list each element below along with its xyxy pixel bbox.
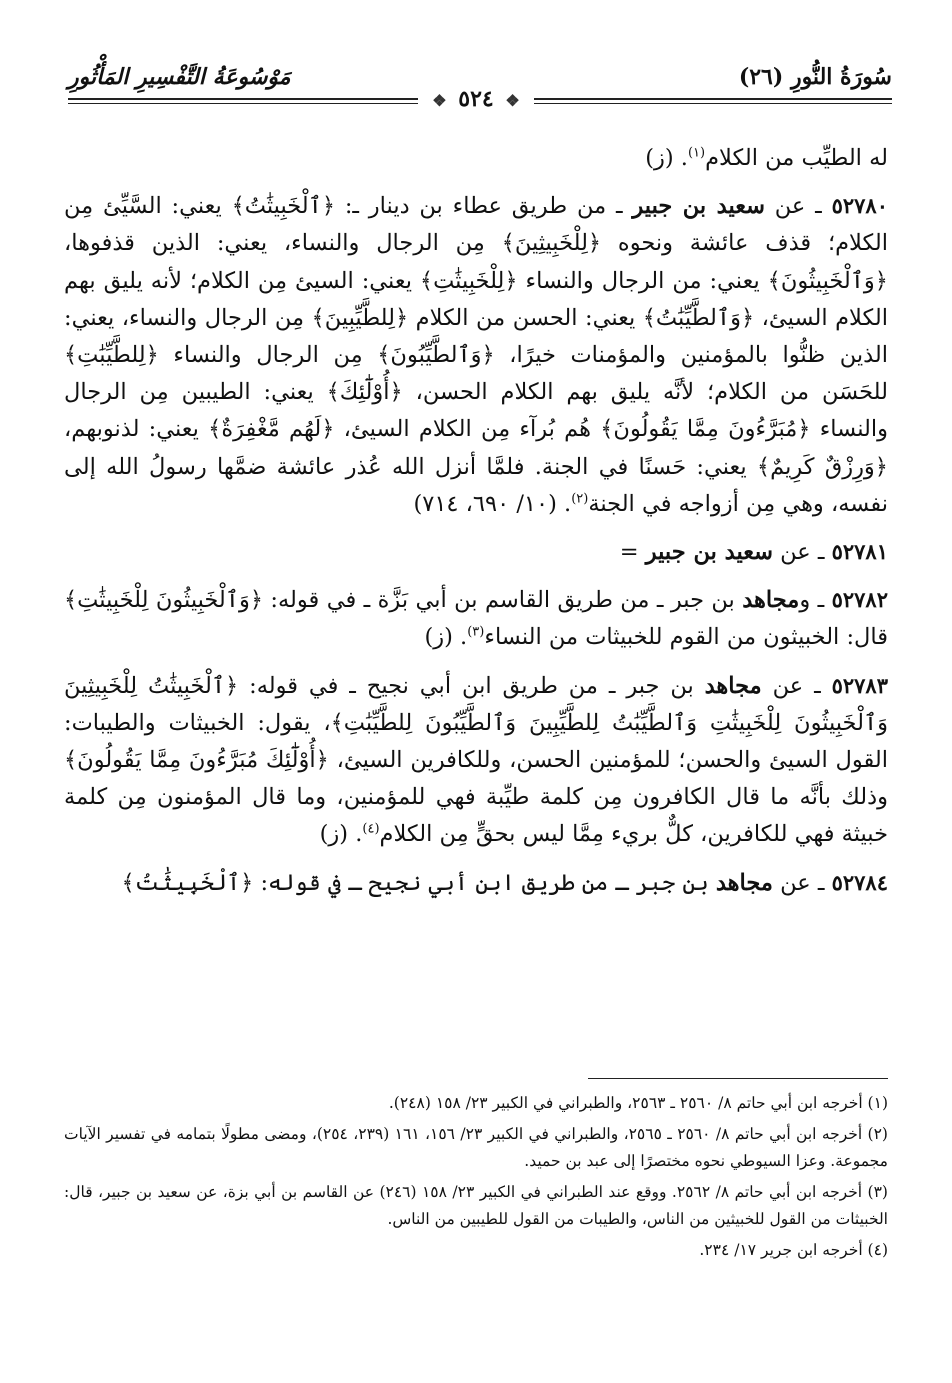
ornament-icon: ❖ [505, 91, 520, 110]
paragraph [64, 581, 888, 656]
footnote-ref: (٣) [467, 624, 485, 640]
paragraph-prefix: ـ عن [764, 193, 832, 220]
paragraph-text: له الطيِّب من الكلام [705, 145, 888, 171]
page-number-wrap [0, 86, 952, 112]
hadith-number: ٥٢٧٨٢ [831, 587, 888, 613]
surah-title: سُورَةُ النُّورِ (٢٦) [738, 64, 892, 90]
footnote: (٣) أخرجه ابن أبي حاتم ٨/ ٢٥٦٢. ووقع عند الطبراني في الكبير ٢٣/ ١٥٨ (٢٤٦) عن القاسم بن أبي بزة، عن سعيد بن جبير، قال: الخبيثات من القول للخبيثين من الناس، والطيبات من القول للطيبين من الناس. [64, 1183, 888, 1228]
paragraph-prefix: ـ عن [761, 672, 832, 699]
paragraph-tail: . (١٠/ ٦٩٠، ٧١٤) [413, 490, 572, 517]
paragraph-tail: . (ز) [424, 624, 468, 651]
footnote-ref: (٤) [362, 821, 380, 837]
book-title: مَوْسُوعَةُ التَّفْسِيرِ المَأْثُورِ [68, 64, 291, 90]
footnote: (٢) أخرجه ابن أبي حاتم ٨/ ٢٥٦٠ ـ ٢٥٦٥، والطبراني في الكبير ٢٣/ ١٥٦، ١٦١ (٢٣٩، ٢٥٤)، ومضى مطولًا بتمامه في تفسير الآيات مجموعة. وعزا السيوطي نحوه مختصرًا إلى عبد بن حميد. [64, 1125, 888, 1170]
paragraph-text: ـ من طريق عطاء بن دينار ـ: ﴿ٱلْخَبِيثَٰتُ﴾ يعني: السَّيِّئ مِن الكلام؛ قذف عائشة ونحوه ﴿لِلْخَبِيثِينَ﴾ مِن الرجال والنساء، يعني: الذين قذفوها، ﴿وَٱلْخَبِيثُونَ﴾ يعني: من الرجال والنساء ﴿لِلْخَبِيثَٰتِ﴾ يعني: السيئ مِن الكلام؛ لأنه يليق بهم الكلام السيئ، ﴿وَٱلطَّيِّبَٰتُ﴾ يعني: الحسن من الكلام ﴿لِلطَّيِّبِينَ﴾ مِن الرجال والنساء، يعني: الذين ظنُّوا بالمؤمنين والمؤمنات خيرًا، ﴿وَٱلطَّيِّبُونَ﴾ مِن الرجال والنساء ﴿لِلطَّيِّبَٰتِ﴾ للحَسَن من الكلام؛ لأنَّه يليق بهم الكلام الحسن، ﴿أُوْلَٰٓئِكَ﴾ يعني: الطيبين مِن الرجال والنساء ﴿مُبَرَّءُونَ مِمَّا يَقُولُونَ﴾ هُم بُرآء مِن الكلام السيئ، ﴿لَهُم مَّغْفِرَةٌ﴾ يعني: لذنوبهم، ﴿وَرِزْقٌ كَرِيمٌ﴾ يعني: حَسنًا في الجنة. فلمَّا أنزل الله عُذر عائشة ضمَّها رسولُ الله إلى نفسه، وهي مِن أزواجه في الجنة [64, 193, 888, 517]
paragraph-text: بن جبر ـ من طريق القاسم بن أبي بَزَّة ـ في قوله: ﴿وَٱلْخَبِيثُونَ لِلْخَبِيثَٰتِ﴾ قال: الخبيثون من القوم للخبيثات من النساء [64, 587, 888, 651]
paragraph [64, 140, 888, 177]
footnote-ref: (١) [687, 145, 706, 161]
hadith-number: ٥٢٧٨١ [831, 539, 888, 565]
narrator-name: سعيد بن جبير [645, 539, 773, 566]
paragraph-prefix: ـ و [799, 587, 832, 614]
footnote: (١) أخرجه ابن أبي حاتم ٨/ ٢٥٦٠ ـ ٢٥٦٣، والطبراني في الكبير ٢٣/ ١٥٨ (٢٤٨). [388, 1094, 888, 1112]
paragraph-tail: . (ز) [319, 821, 363, 848]
ornament-icon: ❖ [432, 91, 447, 110]
narrator-name: مجاهد [742, 587, 800, 614]
hadith-number: ٥٢٧٨٣ [831, 672, 888, 698]
paragraph-prefix: ـ عن [772, 539, 832, 566]
paragraph-text: = [619, 539, 646, 566]
paragraph-text: بن جبر ـ من طريق ابن أبي نجيح ـ في قوله: ﴿ٱلْخَبِيثَٰتُ﴾ [121, 869, 716, 896]
hadith-number: ٥٢٧٨٤ [831, 869, 888, 895]
footnote-ref: (٢) [571, 491, 589, 507]
narrator-name: سعيد بن جبير [632, 193, 765, 220]
page-number [418, 86, 533, 112]
hadith-number: ٥٢٧٨٠ [831, 193, 888, 219]
footnotes [64, 1090, 888, 1268]
page-number-text: ٥٢٤ [458, 86, 494, 112]
footnote-rule [588, 1078, 888, 1079]
paragraph-prefix: ـ عن [772, 869, 832, 896]
narrator-name: مجاهد [715, 869, 773, 896]
main-text [64, 140, 888, 912]
paragraph [64, 864, 888, 902]
footnote: (٤) أخرجه ابن جرير ١٧/ ٢٣٤. [699, 1241, 888, 1259]
paragraph-text: بن جبر ـ من طريق ابن أبي نجيح ـ في قوله: ﴿ٱلْخَبِيثَٰتُ لِلْخَبِيثِينَ وَٱلْخَبِيثُونَ لِلْخَبِيثَٰتِ وَٱلطَّيِّبَٰتُ لِلطَّيِّبِينَ وَٱلطَّيِّبُونَ لِلطَّيِّبَٰتِ﴾، يقول: الخبيثات والطيبات: القول السيئ والحسن؛ للمؤمنين الحسن، وللكافرين السيئ، ﴿أُوْلَٰٓئِكَ مُبَرَّءُونَ مِمَّا يَقُولُونَ﴾ وذلك بأنَّه ما قال الكافرون مِن كلمة طيِّبة فهي للمؤمنين، وما قال المؤمنون مِن كلمة خبيثة فهي للكافرين، كلٌّ بريء مِمَّا ليس بحقٍّ مِن الكلام [64, 672, 888, 848]
paragraph [64, 667, 888, 854]
paragraph [64, 187, 888, 523]
paragraph-tail: . (ز) [645, 145, 688, 171]
paragraph [64, 533, 888, 571]
narrator-name: مجاهد [704, 672, 762, 699]
